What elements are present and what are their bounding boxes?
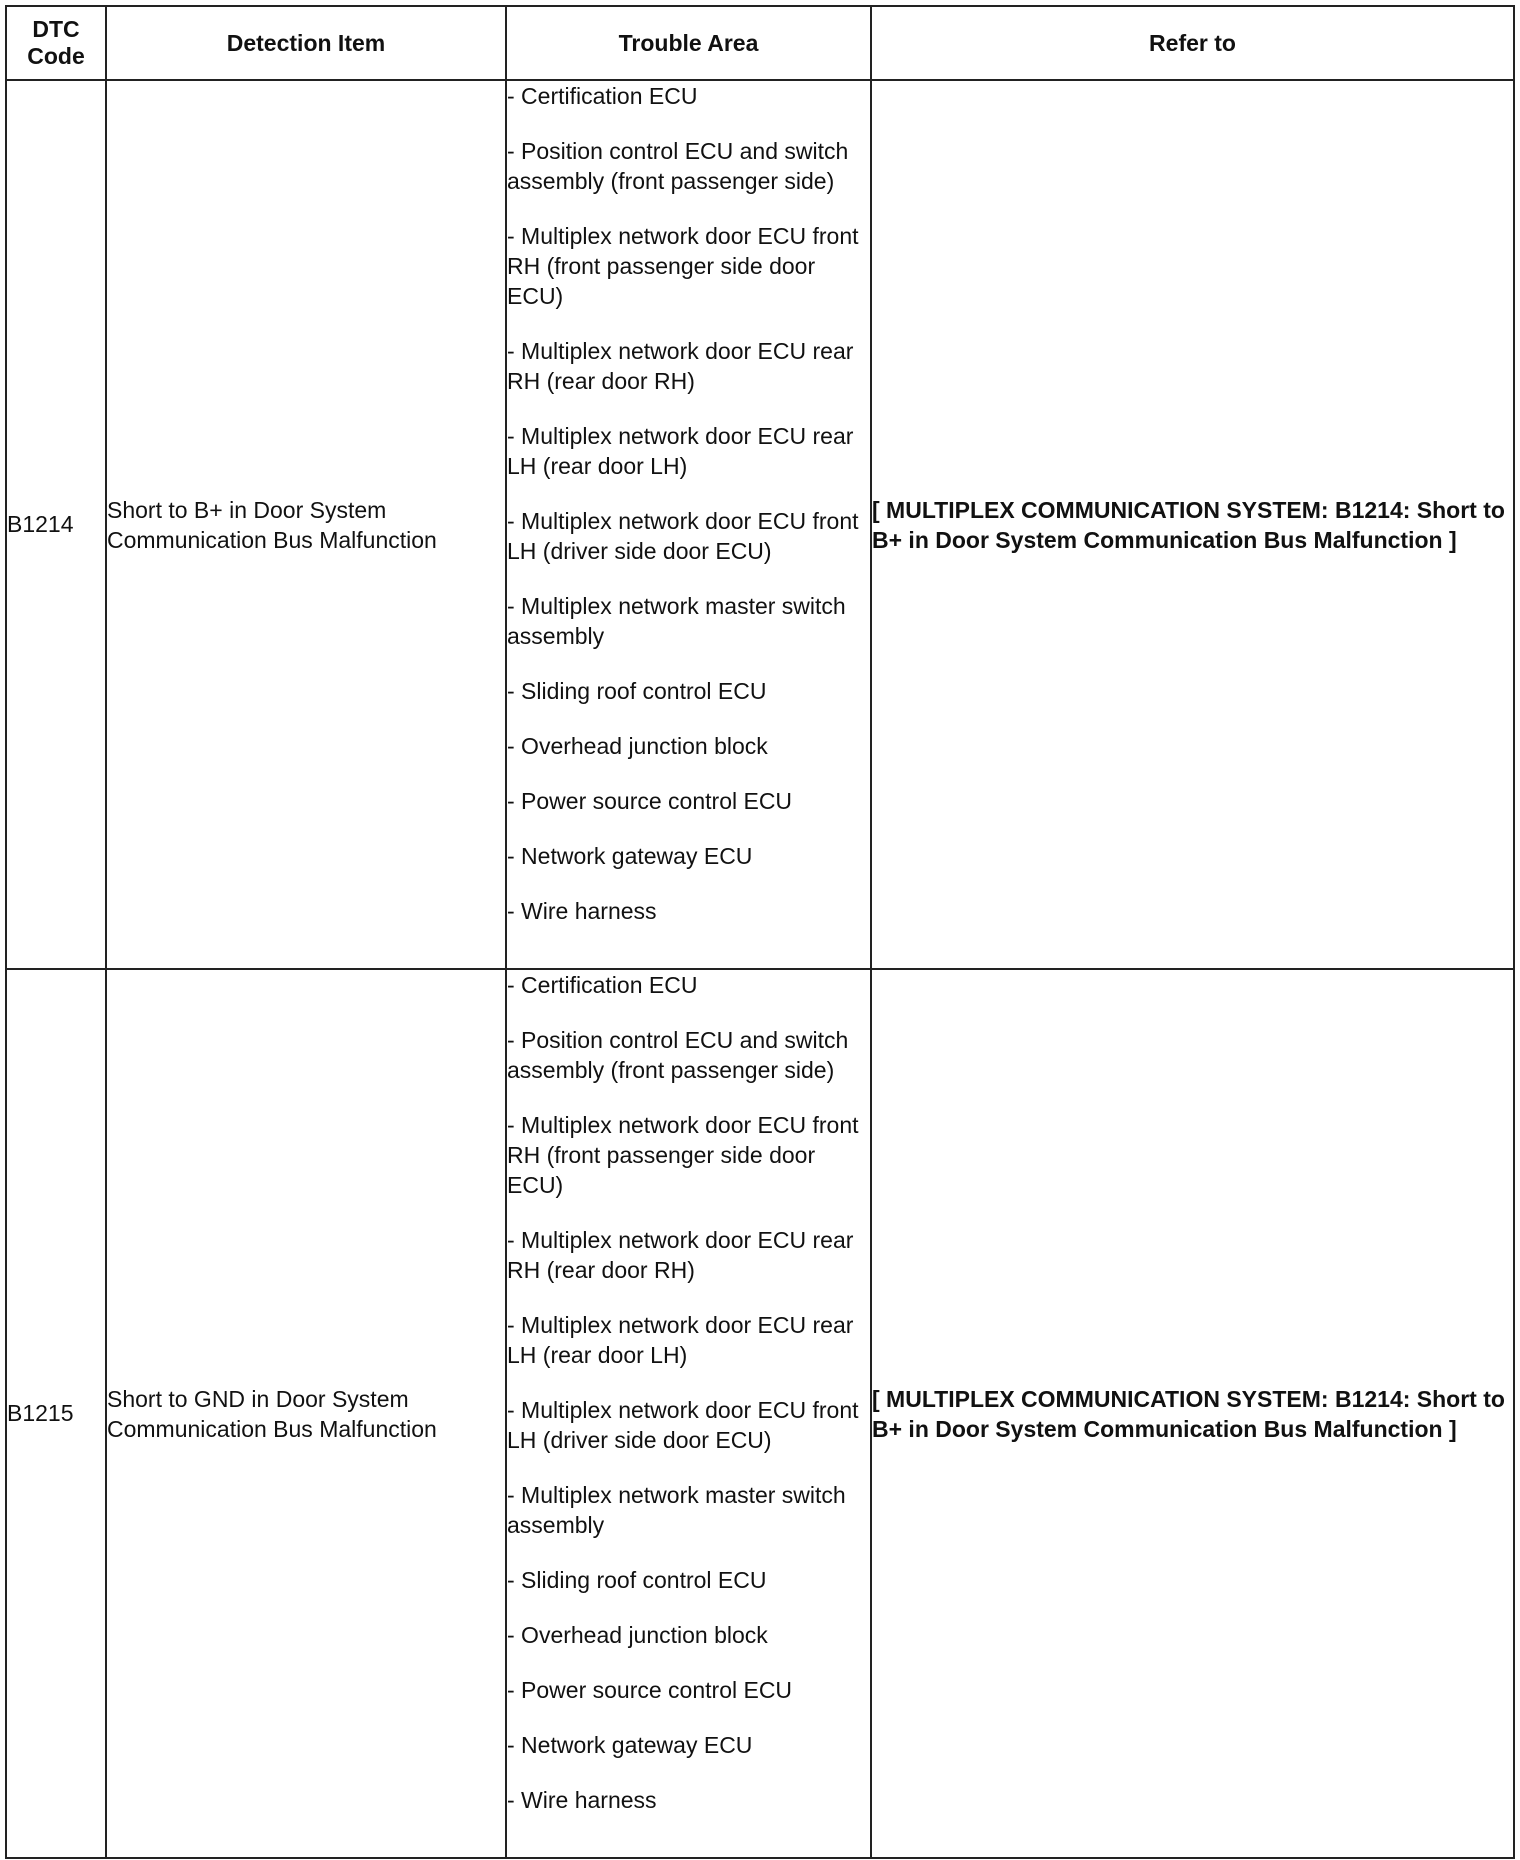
refer-to-link[interactable]: [ MULTIPLEX COMMUNICATION SYSTEM: B1214: Short to B+ in Door System Communication Bus Malfunction ]	[871, 80, 1514, 969]
trouble-area-item: - Network gateway ECU	[507, 1732, 753, 1758]
header-detection-item: Detection Item	[106, 6, 506, 80]
trouble-area-item: - Multiplex network door ECU rear LH (rear door LH)	[507, 1312, 854, 1368]
trouble-area-item: - Power source control ECU	[507, 788, 793, 814]
detection-item-cell: Short to GND in Door System Communication Bus Malfunction	[106, 969, 506, 1858]
trouble-area-item: - Multiplex network door ECU rear LH (rear door LH)	[507, 423, 854, 479]
trouble-area-item: - Multiplex network door ECU front RH (front passenger side door ECU)	[507, 1112, 859, 1198]
header-trouble-area: Trouble Area	[506, 6, 871, 80]
trouble-area-item: - Position control ECU and switch assembly (front passenger side)	[507, 1027, 849, 1083]
trouble-area-item: - Multiplex network door ECU front LH (driver side door ECU)	[507, 1397, 859, 1453]
trouble-area-item: - Multiplex network master switch assembly	[507, 1482, 846, 1538]
trouble-area-item: - Overhead junction block	[507, 1622, 768, 1648]
table-row	[6, 80, 1514, 969]
trouble-area-item: - Multiplex network door ECU rear RH (rear door RH)	[507, 338, 854, 394]
trouble-area-item: - Sliding roof control ECU	[507, 1567, 767, 1593]
trouble-area-item: - Multiplex network door ECU front RH (front passenger side door ECU)	[507, 223, 859, 309]
trouble-area-item: - Network gateway ECU	[507, 843, 753, 869]
table-row	[6, 969, 1514, 1858]
detection-item-cell: Short to B+ in Door System Communication Bus Malfunction	[106, 80, 506, 969]
trouble-area-item: - Multiplex network door ECU rear RH (rear door RH)	[507, 1227, 854, 1283]
trouble-area-item: - Overhead junction block	[507, 733, 768, 759]
header-row	[6, 6, 1514, 80]
trouble-area-item: - Multiplex network door ECU front LH (driver side door ECU)	[507, 508, 859, 564]
refer-to-link[interactable]: [ MULTIPLEX COMMUNICATION SYSTEM: B1214: Short to B+ in Door System Communication Bus Malfunction ]	[871, 969, 1514, 1858]
header-refer-to: Refer to	[871, 6, 1514, 80]
trouble-area-cell	[506, 80, 871, 969]
trouble-area-item: - Certification ECU	[507, 83, 698, 109]
trouble-area-item: - Power source control ECU	[507, 1677, 793, 1703]
trouble-area-item: - Wire harness	[507, 898, 657, 924]
header-dtc-code: DTC Code	[6, 6, 106, 80]
trouble-area-item: - Wire harness	[507, 1787, 657, 1813]
trouble-area-cell	[506, 969, 871, 1858]
dtc-code-cell: B1214	[6, 80, 106, 969]
dtc-code-cell: B1215	[6, 969, 106, 1858]
dtc-table	[5, 5, 1515, 1859]
trouble-area-item: - Position control ECU and switch assembly (front passenger side)	[507, 138, 849, 194]
trouble-area-item: - Multiplex network master switch assembly	[507, 593, 846, 649]
trouble-area-item: - Certification ECU	[507, 972, 698, 998]
trouble-area-item: - Sliding roof control ECU	[507, 678, 767, 704]
